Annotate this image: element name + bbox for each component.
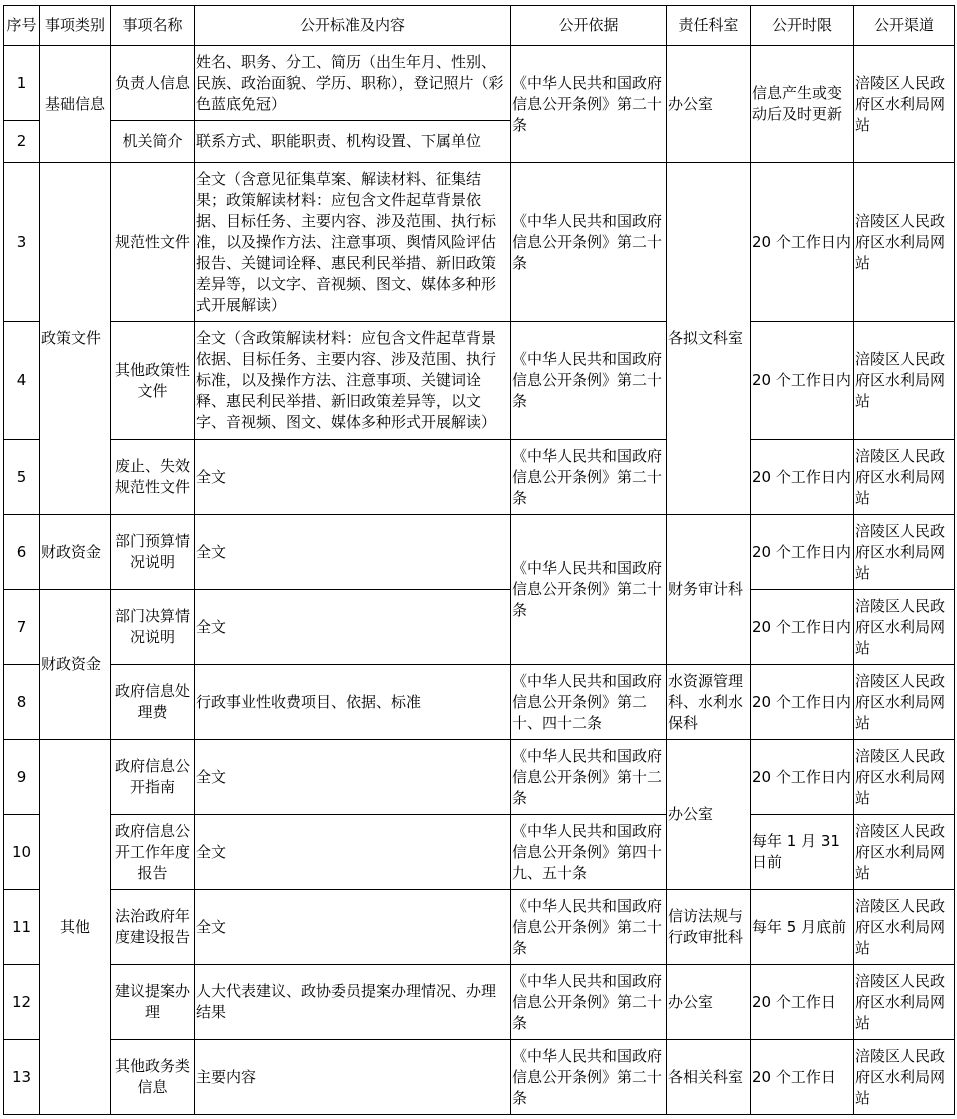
dept-cell: 信访法规与行政审批科 xyxy=(667,890,751,965)
header-content: 公开标准及内容 xyxy=(195,6,511,46)
header-dept: 责任科室 xyxy=(667,6,751,46)
dept-cell: 办公室 xyxy=(667,740,751,890)
time-cell: 20 个工作日内 xyxy=(751,740,854,815)
time-cell: 每年 1 月 31 日前 xyxy=(751,815,854,890)
row-number: 6 xyxy=(4,515,40,590)
row-number: 12 xyxy=(4,965,40,1040)
item-name: 规范性文件 xyxy=(111,163,195,322)
item-content: 姓名、职务、分工、简历（出生年月、性别、民族、政治面貌、学历、职称），登记照片（彩色蓝底免冠） xyxy=(195,46,511,121)
header-row xyxy=(4,6,955,46)
time-cell: 20 个工作日 xyxy=(751,1040,854,1115)
table-row xyxy=(4,740,955,815)
table-row xyxy=(4,515,955,590)
channel-cell: 涪陵区人民政府区水利局网站 xyxy=(854,46,955,163)
dept-cell: 办公室 xyxy=(667,46,751,163)
time-cell: 20 个工作日内 xyxy=(751,515,854,590)
item-content: 联系方式、职能职责、机构设置、下属单位 xyxy=(195,121,511,163)
item-content: 全文（含政策解读材料：应包含文件起草背景依据、目标任务、主要内容、涉及范围、执行标准，以及操作方法、注意事项、关键词诠释、惠民利民举措、新旧政策差异等，以文字、音视频、图文、媒体多种形式开展解读） xyxy=(195,322,511,440)
row-number: 2 xyxy=(4,121,40,163)
basis-cell: 《中华人民共和国政府信息公开条例》第二十条 xyxy=(511,1040,667,1115)
row-number: 7 xyxy=(4,590,40,665)
basis-cell: 《中华人民共和国政府信息公开条例》第二十条 xyxy=(511,965,667,1040)
item-content: 行政事业性收费项目、依据、标准 xyxy=(195,665,511,740)
item-name: 政府信息处理费 xyxy=(111,665,195,740)
time-cell: 20 个工作日内 xyxy=(751,665,854,740)
item-content: 人大代表建议、政协委员提案办理情况、办理结果 xyxy=(195,965,511,1040)
table-row xyxy=(4,590,955,665)
basis-cell: 《中华人民共和国政府信息公开条例》第十二条 xyxy=(511,740,667,815)
time-cell: 20 个工作日内 xyxy=(751,163,854,322)
channel-cell: 涪陵区人民政府区水利局网站 xyxy=(854,1040,955,1115)
channel-cell: 涪陵区人民政府区水利局网站 xyxy=(854,890,955,965)
category-cell: 其他 xyxy=(40,740,111,1115)
basis-cell: 《中华人民共和国政府信息公开条例》第二十条 xyxy=(511,163,667,322)
dept-cell: 各相关科室 xyxy=(667,1040,751,1115)
item-content: 主要内容 xyxy=(195,1040,511,1115)
basis-cell: 《中华人民共和国政府信息公开条例》第二十、四十二条 xyxy=(511,665,667,740)
table-row xyxy=(4,1040,955,1115)
channel-cell: 涪陵区人民政府区水利局网站 xyxy=(854,590,955,665)
item-content: 全文 xyxy=(195,440,511,515)
basis-cell: 《中华人民共和国政府信息公开条例》第四十九、五十条 xyxy=(511,815,667,890)
row-number: 9 xyxy=(4,740,40,815)
header-no: 序号 xyxy=(4,6,40,46)
table-row xyxy=(4,163,955,322)
dept-cell: 水资源管理科、水利水保科 xyxy=(667,665,751,740)
item-name: 其他政务类信息 xyxy=(111,1040,195,1115)
row-number: 5 xyxy=(4,440,40,515)
basis-cell: 《中华人民共和国政府信息公开条例》第二十条 xyxy=(511,890,667,965)
row-number: 13 xyxy=(4,1040,40,1115)
row-number: 3 xyxy=(4,163,40,322)
row-number: 10 xyxy=(4,815,40,890)
row-number: 4 xyxy=(4,322,40,440)
header-category: 事项类别 xyxy=(40,6,111,46)
item-name: 政府信息公开指南 xyxy=(111,740,195,815)
item-name: 机关简介 xyxy=(111,121,195,163)
channel-cell: 涪陵区人民政府区水利局网站 xyxy=(854,815,955,890)
table-row xyxy=(4,890,955,965)
table-row xyxy=(4,440,955,515)
item-content: 全文 xyxy=(195,740,511,815)
item-content: 全文 xyxy=(195,815,511,890)
item-name: 建议提案办理 xyxy=(111,965,195,1040)
item-content: 全文 xyxy=(195,590,511,665)
dept-cell: 财务审计科 xyxy=(667,515,751,665)
time-cell: 20 个工作日 xyxy=(751,965,854,1040)
header-basis: 公开依据 xyxy=(511,6,667,46)
table-row xyxy=(4,46,955,121)
time-cell: 信息产生或变动后及时更新 xyxy=(751,46,854,163)
item-content: 全文（含意见征集草案、解读材料、征集结果；政策解读材料：应包含文件起草背景依据、目标任务、主要内容、涉及范围、执行标准，以及操作方法、注意事项、舆情风险评估报告、关键词诠释、惠民利民举措、新旧政策差异等，以文字、音视频、图文、媒体多种形式开展解读） xyxy=(195,163,511,322)
channel-cell: 涪陵区人民政府区水利局网站 xyxy=(854,163,955,322)
item-name: 负责人信息 xyxy=(111,46,195,121)
time-cell: 20 个工作日内 xyxy=(751,440,854,515)
header-channel: 公开渠道 xyxy=(854,6,955,46)
basis-cell: 《中华人民共和国政府信息公开条例》第二十条 xyxy=(511,46,667,163)
item-content: 全文 xyxy=(195,515,511,590)
channel-cell: 涪陵区人民政府区水利局网站 xyxy=(854,665,955,740)
item-name: 法治政府年度建设报告 xyxy=(111,890,195,965)
time-cell: 20 个工作日内 xyxy=(751,590,854,665)
header-time: 公开时限 xyxy=(751,6,854,46)
channel-cell: 涪陵区人民政府区水利局网站 xyxy=(854,440,955,515)
channel-cell: 涪陵区人民政府区水利局网站 xyxy=(854,740,955,815)
table-row xyxy=(4,815,955,890)
row-number: 1 xyxy=(4,46,40,121)
category-cell: 政策文件 xyxy=(40,163,111,515)
row-number: 11 xyxy=(4,890,40,965)
basis-cell: 《中华人民共和国政府信息公开条例》第二十条 xyxy=(511,322,667,440)
table-row xyxy=(4,665,955,740)
dept-cell: 各拟文科室 xyxy=(667,163,751,515)
dept-cell: 办公室 xyxy=(667,965,751,1040)
item-name: 部门预算情况说明 xyxy=(111,515,195,590)
item-name: 部门决算情况说明 xyxy=(111,590,195,665)
channel-cell: 涪陵区人民政府区水利局网站 xyxy=(854,515,955,590)
table-row xyxy=(4,322,955,440)
channel-cell: 涪陵区人民政府区水利局网站 xyxy=(854,965,955,1040)
disclosure-table xyxy=(3,5,955,1115)
channel-cell: 涪陵区人民政府区水利局网站 xyxy=(854,322,955,440)
header-name: 事项名称 xyxy=(111,6,195,46)
item-name: 政府信息公开工作年度报告 xyxy=(111,815,195,890)
category-cell: 财政资金 xyxy=(40,515,111,590)
time-cell: 20 个工作日内 xyxy=(751,322,854,440)
item-name: 废止、失效规范性文件 xyxy=(111,440,195,515)
basis-cell: 《中华人民共和国政府信息公开条例》第二十条 xyxy=(511,440,667,515)
category-cell: 基础信息 xyxy=(40,46,111,163)
table-row xyxy=(4,965,955,1040)
time-cell: 每年 5 月底前 xyxy=(751,890,854,965)
item-content: 全文 xyxy=(195,890,511,965)
item-name: 其他政策性文件 xyxy=(111,322,195,440)
category-cell: 财政资金 xyxy=(40,590,111,740)
row-number: 8 xyxy=(4,665,40,740)
basis-cell: 《中华人民共和国政府信息公开条例》第二十条 xyxy=(511,515,667,665)
